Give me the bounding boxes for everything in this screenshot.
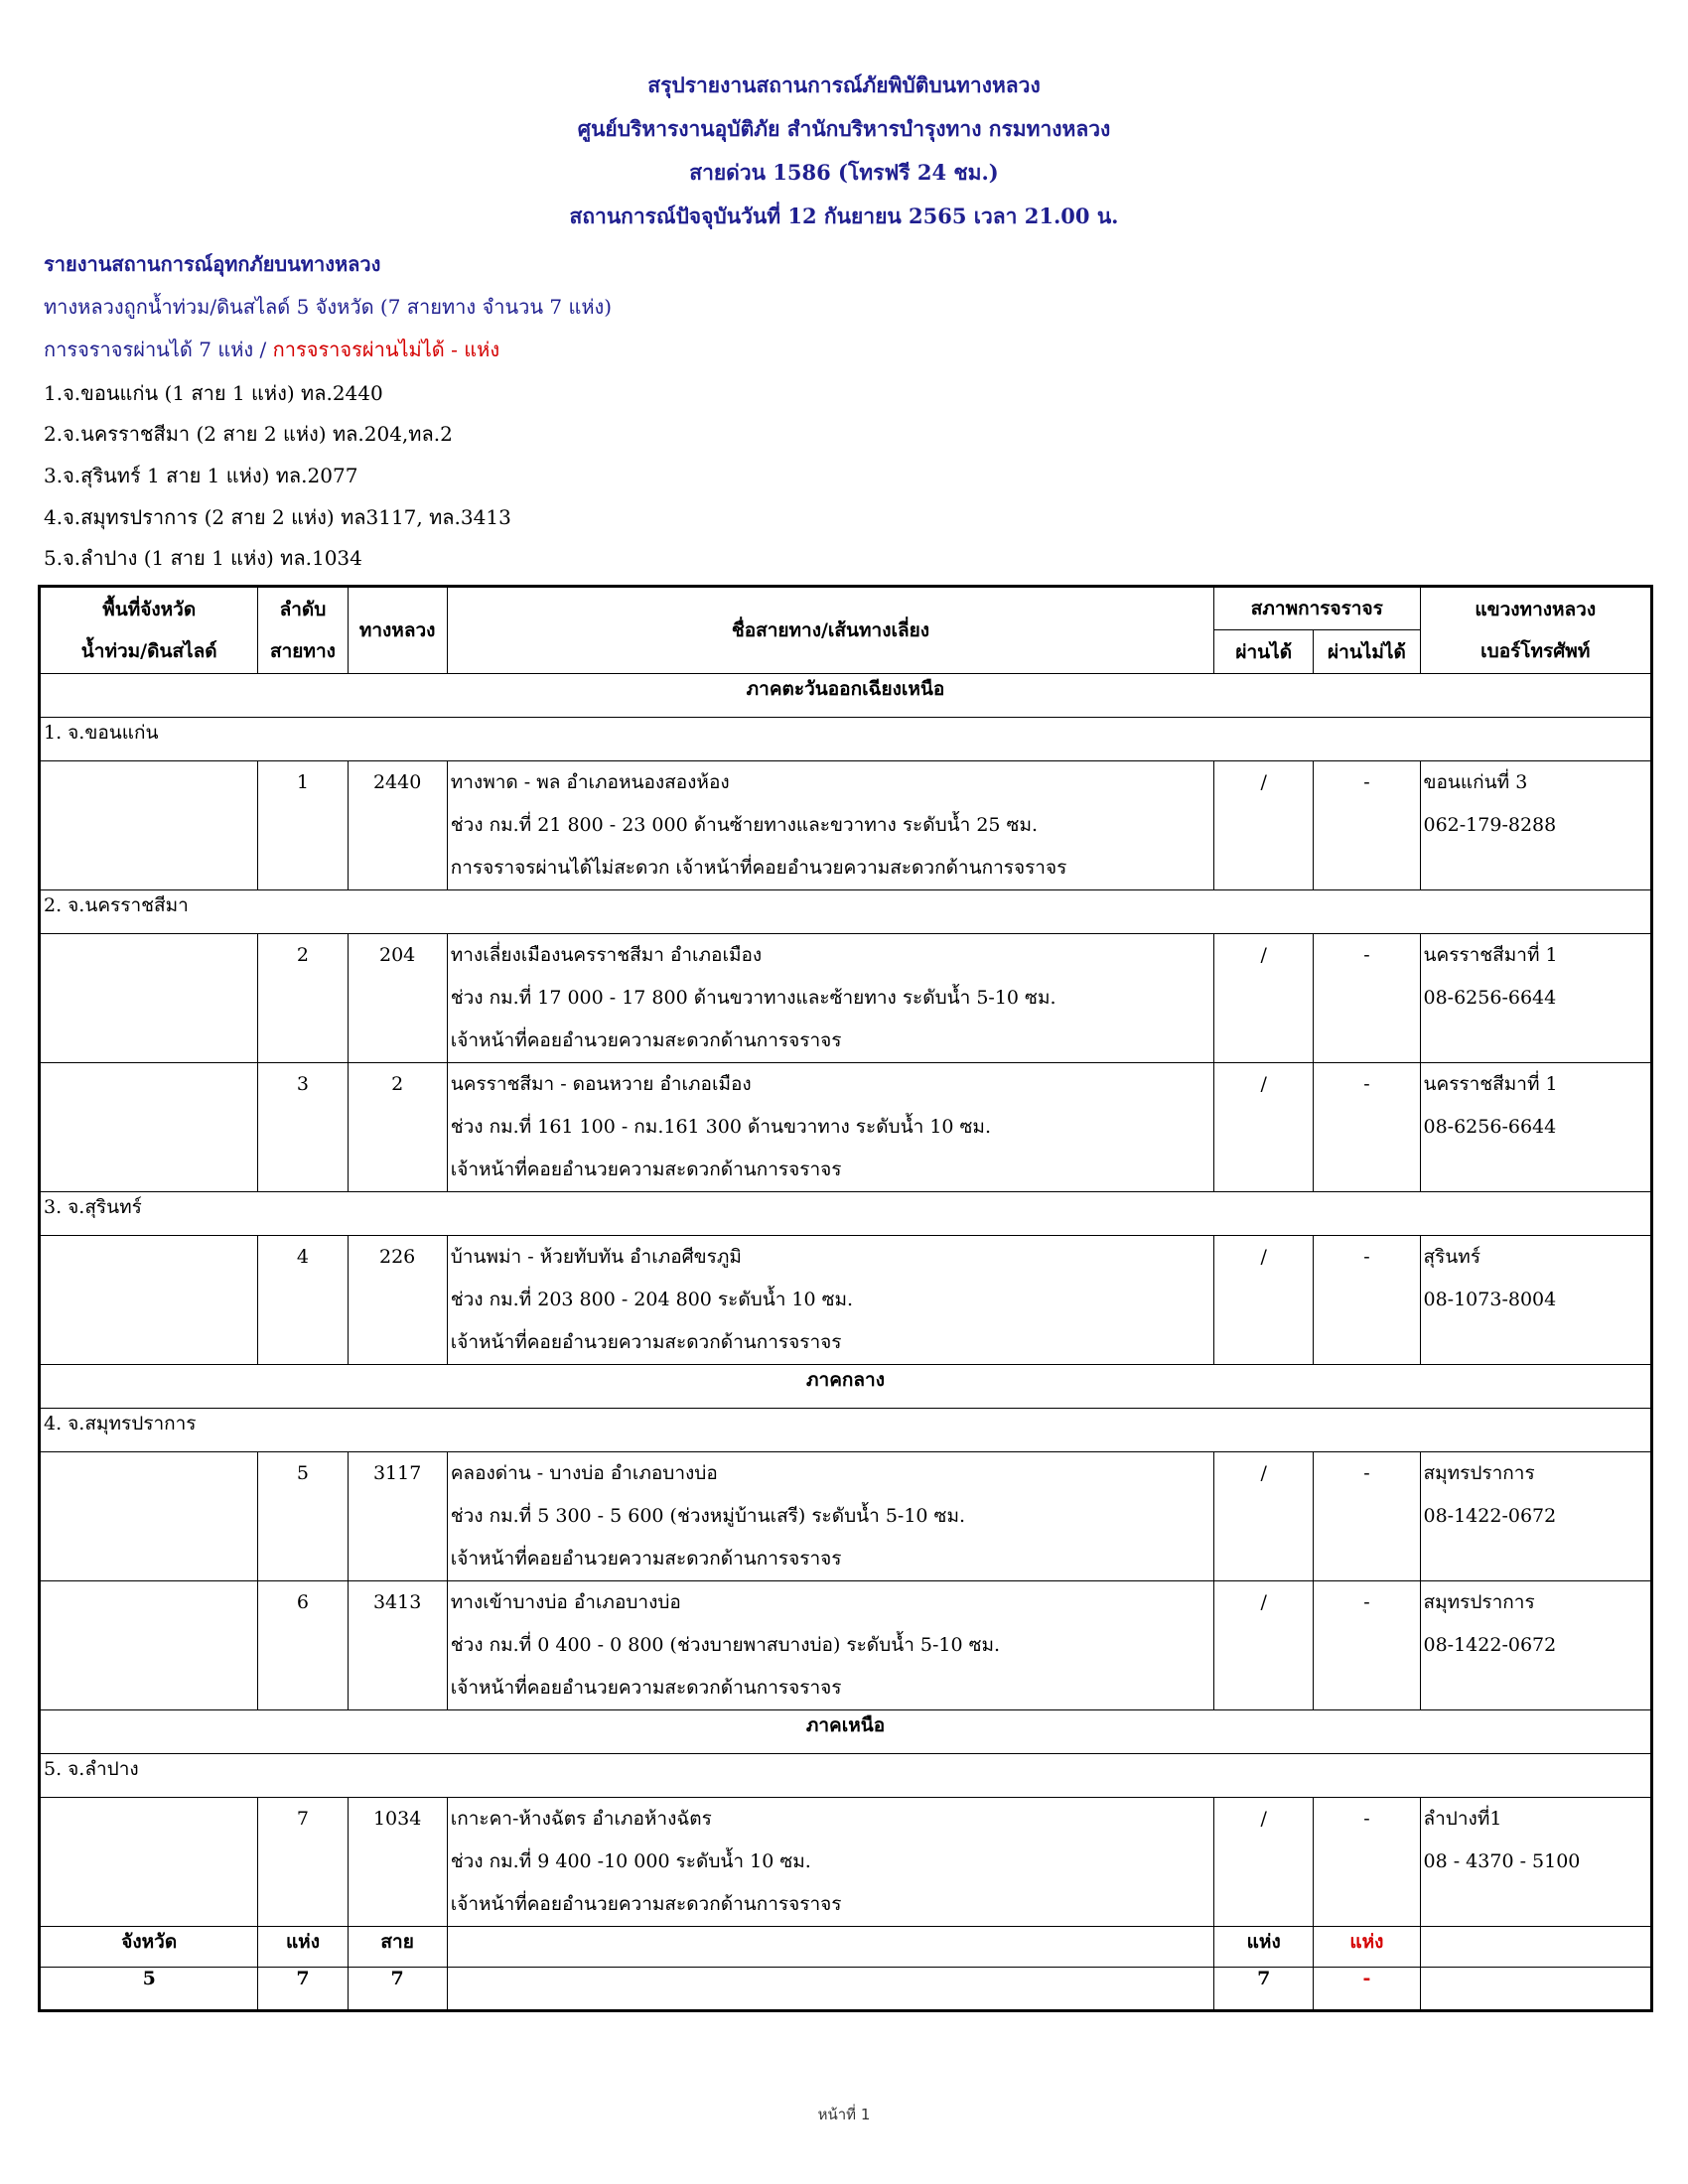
- report-title: สรุปรายงานสถานการณ์ภัยพิบัติบนทางหลวง: [647, 72, 1041, 97]
- impassable-count: การจราจรผ่านไม่ได้ - แห่ง: [272, 338, 500, 361]
- header-pass: ผ่านได้: [1214, 630, 1314, 674]
- page-number: หน้าที่ 1: [817, 2106, 871, 2123]
- summary-header-row: จังหวัด แห่ง สาย แห่ง แห่ง: [40, 1927, 1652, 1968]
- table-row: 6 3413 ทางเข้าบางบ่อ อำเภอบางบ่อ ช่วง กม.ที่ 0 400 - 0 800 (ช่วงบายพาสบางบ่อ) ระดับน้ำ 5-10 ซม. เจ้าหน้าที่คอยอำนวยความสะดวกด้านการจราจร / - สมุทรปราการ 08-1422-0672: [40, 1581, 1652, 1710]
- table-row: 3 2 นครราชสีมา - ดอนหวาย อำเภอเมือง ช่วง กม.ที่ 161 100 - กม.161 300 ด้านขวาทาง ระดับน้ำ 10 ซม. เจ้าหน้าที่คอยอำนวยความสะดวกด้านการจราจร / - นครราชสีมาที่ 1 08-6256-6644: [40, 1063, 1652, 1192]
- traffic-status-line: [44, 336, 499, 363]
- table-row: 5 3117 คลองด่าน - บางบ่อ อำเภอบางบ่อ ช่วง กม.ที่ 5 300 - 5 600 (ช่วงหมู่บ้านเสรี) ระดับน้ำ 5-10 ซม. เจ้าหน้าที่คอยอำนวยความสะดวกด้านการจราจร / - สมุทรปราการ 08-1422-0672: [40, 1452, 1652, 1581]
- section-title: รายงานสถานการณ์อุทกภัยบนทางหลวง: [44, 252, 381, 276]
- summary-value-row: 5 7 7 7 -: [40, 1968, 1652, 2011]
- table-row: 2 204 ทางเลี่ยงเมืองนครราชสีมา อำเภอเมือง ช่วง กม.ที่ 17 000 - 17 800 ด้านขวาทางและซ้ายทาง ระดับน้ำ 5-10 ซม. เจ้าหน้าที่คอยอำนวยความสะดวกด้านการจราจร / - นครราชสีมาที่ 1 08-6256-6644: [40, 934, 1652, 1063]
- header-area: พื้นที่จังหวัด น้ำท่วม/ดินสไลด์: [40, 587, 258, 674]
- province-summary-2: 2.จ.นครราชสีมา (2 สาย 2 แห่ง) ทล.204,ทล.2: [44, 422, 453, 446]
- summary-line: ทางหลวงถูกน้ำท่วม/ดินสไลด์ 5 จังหวัด (7 สายทาง จำนวน 7 แห่ง): [44, 295, 613, 319]
- table-row: 1 2440 ทางพาด - พล อำเภอหนองสองห้อง ช่วง กม.ที่ 21 800 - 23 000 ด้านซ้ายทางและขวาทาง ระดับน้ำ 25 ซม. การจราจรผ่านได้ไม่สะดวก เจ้าหน้าที่คอยอำนวยความสะดวกด้านการจราจร / - ขอนแก่นที่ 3 062-179-8288: [40, 761, 1652, 890]
- region-northeast: ภาคตะวันออกเฉียงเหนือ: [40, 674, 1652, 718]
- report-subtitle: ศูนย์บริหารงานอุบัติภัย สำนักบริหารบำรุงทาง กรมทางหลวง: [577, 116, 1111, 141]
- header-office: แขวงทางหลวง เบอร์โทรศัพท์: [1420, 587, 1652, 674]
- province-row: 1. จ.ขอนแก่น: [40, 718, 1652, 761]
- report-date: สถานการณ์ปัจจุบันวันที่ 12 กันยายน 2565 เวลา 21.00 น.: [569, 204, 1119, 228]
- province-summary-5: 5.จ.ลำปาง (1 สาย 1 แห่ง) ทล.1034: [44, 546, 362, 570]
- header-seq: ลำดับ สายทาง: [258, 587, 348, 674]
- header-traffic: สภาพการจราจร: [1214, 587, 1420, 630]
- passable-count: การจราจรผ่านได้ 7 แห่ง /: [44, 338, 273, 361]
- header-highway: ทางหลวง: [348, 587, 447, 674]
- region-north: ภาคเหนือ: [40, 1710, 1652, 1754]
- province-row: 2. จ.นครราชสีมา: [40, 890, 1652, 934]
- disaster-table: [38, 585, 1653, 2012]
- province-summary-1: 1.จ.ขอนแก่น (1 สาย 1 แห่ง) ทล.2440: [44, 381, 383, 405]
- province-row: 5. จ.ลำปาง: [40, 1754, 1652, 1798]
- province-summary-3: 3.จ.สุรินทร์ 1 สาย 1 แห่ง) ทล.2077: [44, 464, 358, 487]
- table-row: 7 1034 เกาะคา-ห้างฉัตร อำเภอห้างฉัตร ช่วง กม.ที่ 9 400 -10 000 ระดับน้ำ 10 ซม. เจ้าหน้าที่คอยอำนวยความสะดวกด้านการจราจร / - ลำปางที่1 08 - 4370 - 5100: [40, 1798, 1652, 1927]
- province-row: 3. จ.สุรินทร์: [40, 1192, 1652, 1236]
- hotline: สายด่วน 1586 (โทรฟรี 24 ชม.): [689, 160, 999, 185]
- header-nopass: ผ่านไม่ได้: [1314, 630, 1420, 674]
- table-row: 4 226 บ้านพม่า - ห้วยทับทัน อำเภอศีขรภูมิ ช่วง กม.ที่ 203 800 - 204 800 ระดับน้ำ 10 ซม. เจ้าหน้าที่คอยอำนวยความสะดวกด้านการจราจร / - สุรินทร์ 08-1073-8004: [40, 1236, 1652, 1365]
- header-route: ชื่อสายทาง/เส้นทางเลี่ยง: [447, 587, 1213, 674]
- province-row: 4. จ.สมุทรปราการ: [40, 1409, 1652, 1452]
- region-central: ภาคกลาง: [40, 1365, 1652, 1409]
- province-summary-4: 4.จ.สมุทรปราการ (2 สาย 2 แห่ง) ทล3117, ทล.3413: [44, 505, 511, 529]
